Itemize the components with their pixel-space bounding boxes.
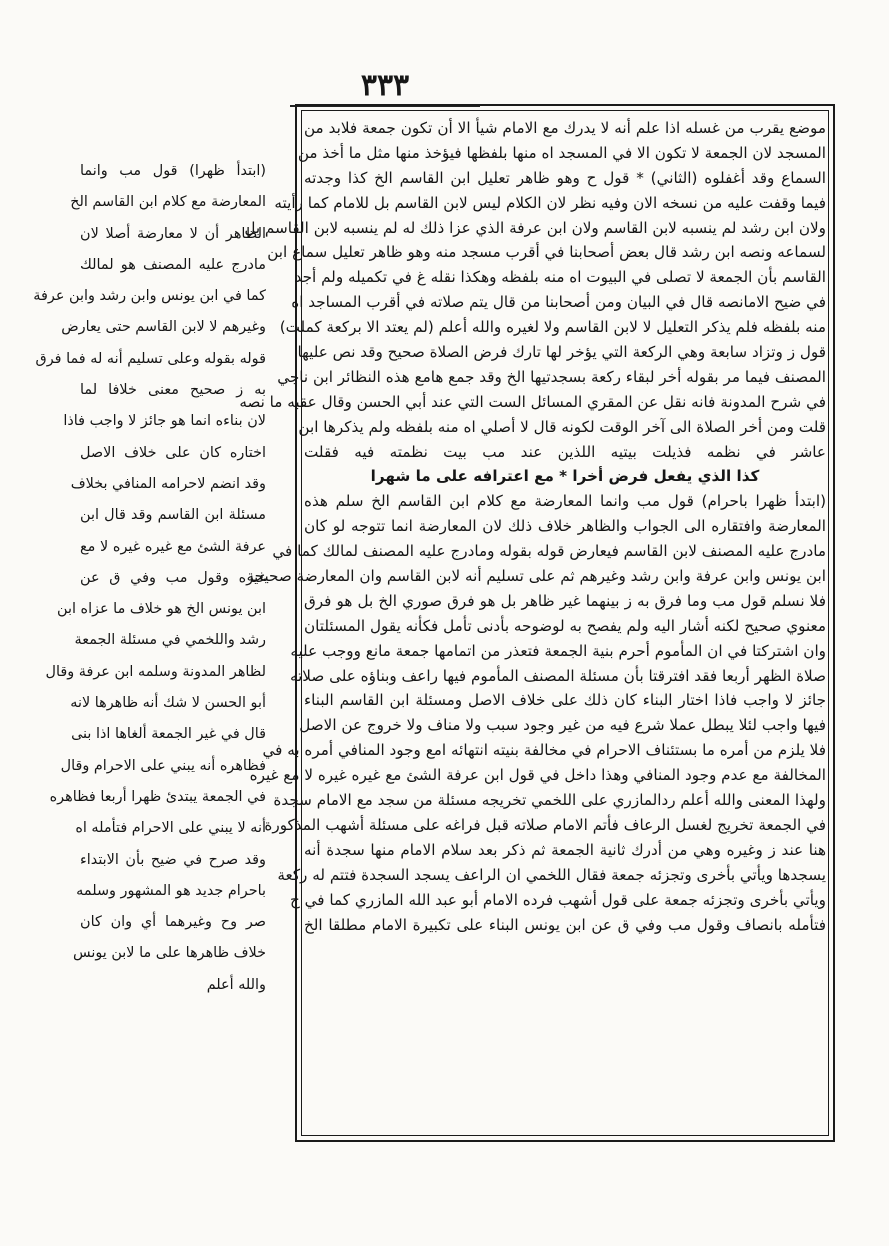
main-text-line: فيها واجب لئلا يبطل عملا شرع فيه من غير وجود سبب ولا مناف ولا خروج عن الاصل xyxy=(299,716,826,735)
margin-text-line: خلاف ظاهرها على ما لابن يونس xyxy=(72,945,266,962)
main-text-line: ولان ابن رشد لم ينسبه لابن القاسم ولان ابن عرفة الذي عزا ذلك له لم ينسبه لابن القاسم بل xyxy=(244,218,826,237)
margin-text-line: المعارضة مع كلام ابن القاسم الخ xyxy=(70,194,266,211)
margin-text-line: وغيرهم لا لابن القاسم حتى يعارض xyxy=(61,319,266,336)
page-number: ٣٣٣ xyxy=(330,68,440,103)
main-text-line: عاشر في نظمه فذيلت بيتيه اللذين عند مب بيت نظمته فيه فقلت xyxy=(304,442,826,461)
margin-text-line: الظاهر أن لا معارضة أصلا لان xyxy=(80,225,266,242)
main-text-line: ولهذا المعنى والله أعلم ردالمازري على اللخمي تخريجه مسئلة من سجد مع الامام سجدة xyxy=(273,791,826,810)
margin-text-line: غيره وقول مب وفي ق عن xyxy=(80,569,266,586)
main-text-line: السماع وقد أغفلوه (الثاني) * قول ح وهو ظاهر تعليل ابن القاسم الخ كذا وجدته xyxy=(304,168,826,187)
margin-text-line: أبو الحسن لا شك أنه ظاهرها لانه xyxy=(70,695,266,712)
margin-text-line: في الجمعة يبتدئ ظهرا أربعا فظاهره xyxy=(49,788,266,805)
margin-text-line: مسئلة ابن القاسم وقد قال ابن xyxy=(80,507,266,524)
main-text-line: موضع يقرب من غسله اذا علم أنه لا يدرك مع الامام شيأ الا أن تكون جمعة فلابد من xyxy=(304,119,826,137)
margin-text-line: والله أعلم xyxy=(206,976,266,993)
margin-text-line: كما في ابن يونس وابن رشد وابن عرفة xyxy=(33,288,266,305)
main-text-line: لسماعه ونصه ابن رشد قال بعض أصحابنا في أقرب مسجد منه وهو ظاهر تعليل سماع ابن xyxy=(267,243,826,262)
margin-text-line: مادرج عليه المصنف هو لمالك xyxy=(80,256,266,273)
margin-text-line: اختاره كان على خلاف الاصل xyxy=(80,444,266,461)
margin-text-line: قال في غير الجمعة ألغاها اذا بنى xyxy=(71,726,266,743)
main-text-line: هنا عند ز وغيره وهي من أدرك ثانية الجمعة ثم ذكر بعد سلام الامام منها سجدة أنه xyxy=(304,840,826,859)
main-text-line: في ضيح الامانصه قال في البيان ومن أصحابنا من قال يتم صلاته في أقرب المساجد اه xyxy=(291,293,826,312)
main-text-line: فلا نسلم قول مب وما فرق به ز بينهما غير ظاهر بل هو فرق صوري الخ بل هو فرق xyxy=(304,591,826,610)
margin-text-line: لان بناءه انما هو جائز لا واجب فاذا xyxy=(63,413,266,430)
margin-text-line: وقد انضم لاحرامه المنافي بخلاف xyxy=(70,475,266,492)
main-text-line: وان اشتركتا في ان المأموم أحرم بنية الجمعة فتعذر من اتمامها جمعة مانع ووجب عليه xyxy=(290,641,826,660)
main-text-line: فتأمله بانصاف وقول مب وفي ق عن ابن يونس البناء على تكبيرة الامام مطلقا الخ xyxy=(304,915,826,934)
margin-text-line: فظاهره أنه يبني على الاحرام وقال xyxy=(60,757,266,774)
margin-text-line: به ز صحيح معنى خلافا لما xyxy=(80,382,266,399)
main-text-line: (ابتدأ ظهرا باحرام) قول مب وانما المعارضة مع كلام ابن القاسم الخ سلم هذه xyxy=(304,492,826,511)
margin-text-line: عرفة الشئ مع غيره غيره لا مع xyxy=(80,538,266,555)
main-text-line: مادرج عليه المصنف لابن القاسم فيعارض قوله بقوله ومادرج عليه المصنف لمالك كما في xyxy=(272,542,826,561)
main-text-line: المخالفة مع عدم وجود المنافي وهذا داخل في قول ابن عرفة الشئ مع غيره غيره لا مع غيره xyxy=(249,766,826,785)
main-text-line: القاسم بأن الجمعة لا تصلى في البيوت اه منه بلفظه وهكذا نقله غ في تكميله ولم أجد xyxy=(294,268,826,287)
main-text-line: منه بلفظه فلم يذكر التعليل لا لابن القاسم ولا لغيره والله أعلم (لم يعتد الا بركعة كملت) xyxy=(279,318,826,337)
main-text-line: فلا يلزم من أمره ما بستئناف الاحرام في مخالفة بنيته انتهائه امع وجود المنافي أمره به في xyxy=(262,741,826,760)
main-text-line: معنوي صحيح لكنه أشار اليه ولم يفصح به لوضوحه بأدنى تأمل فكأنه يقول المسئلتان xyxy=(304,616,826,635)
margin-text-line: باحرام جديد هو المشهور وسلمه xyxy=(76,882,266,899)
main-text-line: فيما وقفت عليه من نسخه الان وفيه نظر لان الكلام ليس لابن القاسم بل للامام كما رأيته xyxy=(274,193,826,212)
margin-commentary xyxy=(33,156,266,1001)
margin-text-line: أنه لا يبني على الاحرام فتأمله اه xyxy=(75,820,266,837)
verse-line: كذا الذي يفعل فرض أخرا * مع اعترافه على ما شهرا xyxy=(370,467,760,486)
main-text-column xyxy=(239,116,826,1136)
main-text-line: قول ز وتزاد سابعة وهي الركعة التي يؤخر لها تارك فرض الصلاة صحيح وقد نص عليها xyxy=(297,343,826,362)
main-text-line: المسجد لان الجمعة لا تكون الا في المسجد اه منها بلفظها فيؤخذ منها مثل ما أخذ من xyxy=(297,143,826,162)
main-text-line: ويأتي بأخرى وتجزئه جمعة على قول أشهب فرده الامام أبو عبد الله المازري كما في ح xyxy=(289,890,826,909)
margin-text-line: لظاهر المدونة وسلمه ابن عرفة وقال xyxy=(45,663,266,680)
margin-text-line: صر وح وغيرهما أي وان كان xyxy=(80,914,266,931)
main-text-line: المصنف فيما مر بقوله أخر لبقاء ركعة بسجدتيها الخ وقد جمع هامع هذه النظائر ابن ناجي xyxy=(277,367,826,386)
margin-text-line: ابن يونس الخ هو خلاف ما عزاه ابن xyxy=(57,601,266,618)
margin-text-line: قوله بقوله وعلى تسليم أنه له فما فرق xyxy=(35,350,266,367)
main-text-line: في الجمعة تخريج لغسل الرعاف فأتم الامام صلاته قبل فراغه على مسئلة أشهب المذكورة xyxy=(264,815,826,834)
main-text-line: جائز لا واجب فاذا اختار البناء كان ذلك على خلاف الاصل ومسئلة ابن القاسم البناء xyxy=(304,691,826,710)
main-text-line: ابن يونس وابن عرفة وابن رشد وغيرهم ثم على تسليم أنه لابن القاسم وان المعارضة صحيحة xyxy=(246,567,826,586)
margin-text-line: رشد واللخمي في مسئلة الجمعة xyxy=(74,632,266,649)
main-text-line: المعارضة وافتقاره الى الجواب والظاهر خلاف ذلك لان المعارضة انما تتوجه لو كان xyxy=(304,517,826,536)
margin-text-line: (ابتدأ ظهرا) قول مب وانما xyxy=(80,163,266,179)
main-text-line: صلاة الظهر أربعا فقد افترقتا بأن مسئلة المصنف المأموم فيها راعف وبناؤه على صلاته xyxy=(289,666,826,685)
main-text-line: يسجدها ويأتي بأخرى وتجزئه جمعة فقال اللخمي ان الراعف يسجد السجدة فتتم له ركعة xyxy=(277,865,826,884)
main-text-line: في شرح المدونة فانه نقل عن المقري المسائل الست التي عند أبي الحسن وقال عقبه ما نصه xyxy=(239,392,826,411)
main-text-line: قلت ومن أخر الصلاة الى آخر الوقت لكونه قال لا أصلي اه منه بلفظه ولم يذكرها ابن xyxy=(298,417,826,436)
margin-text-line: وقد صرح في ضيح بأن الابتداء xyxy=(80,851,266,868)
